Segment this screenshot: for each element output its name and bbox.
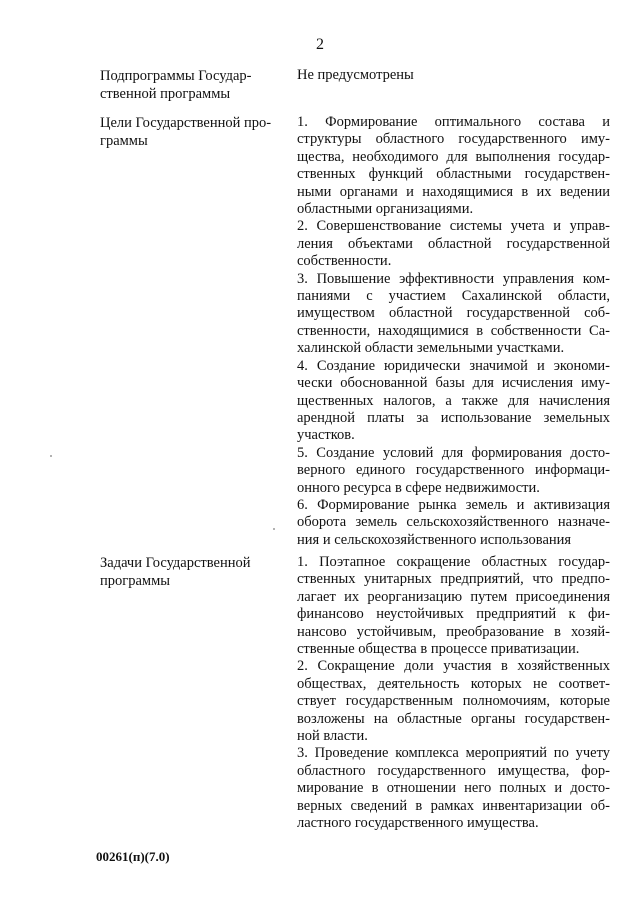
text-line: онного ресурса в сфере недвижимости.: [297, 479, 540, 496]
text-line: ственных унитарных предприятий, что предпо-: [297, 571, 610, 588]
row-label-goals: [100, 114, 272, 150]
text-line: областного государственного имущества, фор-: [297, 762, 610, 779]
text-line: 4. Создание юридически значимой и экономи-: [297, 357, 610, 374]
text-line: 3. Повышение эффективности управления ком-: [297, 270, 610, 287]
text-line: ственные общества в процессе приватизации.: [297, 641, 580, 658]
text-line: 2. Сокращение доли участия в хозяйственных: [297, 658, 610, 675]
row-value-tasks: [297, 554, 610, 833]
text-line: ственных функций областными государствен-: [297, 166, 610, 183]
text-line: областными организациями.: [297, 201, 474, 218]
text-line: щества, необходимого для выполнения государ-: [297, 148, 610, 165]
text-line: ления объектами областной государственной: [297, 235, 610, 252]
text-line: ными органами и находящимися в их ведении: [297, 183, 610, 200]
goal-item: [297, 271, 610, 358]
goal-item: [297, 497, 610, 549]
label-line: граммы: [100, 133, 148, 149]
text-line: собственности.: [297, 253, 392, 270]
document-code: 00261(п)(7.0): [96, 849, 170, 864]
label-line: программы: [100, 573, 170, 589]
task-item: [297, 554, 610, 658]
text-line: 2. Совершенствование системы учета и управ-: [297, 218, 610, 235]
text-line: нансово устойчивым, преобразование в хозяй-: [297, 623, 610, 640]
row-label-subprograms: [100, 67, 272, 103]
goal-item: [297, 218, 610, 270]
scan-speck: [273, 528, 275, 530]
label-line: ственной программы: [100, 86, 231, 102]
text-line: финансово неустойчивых предприятий к фи-: [297, 606, 610, 623]
text-line: оборота земель сельскохозяйственного назначе-: [297, 514, 610, 531]
text-line: лагает их реорганизацию путем присоединения: [297, 588, 610, 605]
goal-item: [297, 445, 610, 497]
label-line: Цели Государственной про-: [100, 115, 272, 131]
text-line: ластного государственного имущества.: [297, 815, 539, 832]
text-line: 6. Формирование рынка земель и активизация: [297, 496, 610, 513]
text-line: ствует государственным полномочиям, которые: [297, 693, 610, 710]
task-item: [297, 658, 610, 745]
page-number: 2: [316, 36, 324, 53]
scan-speck: [50, 455, 52, 457]
text-line: 3. Проведение комплекса мероприятий по учету: [297, 745, 610, 762]
label-line: Задачи Государственной: [100, 555, 251, 571]
row-label-tasks: [100, 554, 272, 590]
text-line: структуры областного государственного иму-: [297, 131, 610, 148]
text-line: щественных налогов, а также для начисления: [297, 392, 610, 409]
text-line: верных сведений в рамках инвентаризации об-: [297, 797, 610, 814]
label-line: Подпрограммы Государ-: [100, 68, 252, 84]
text-line: возложены на областные органы государствен-: [297, 710, 610, 727]
goal-item: [297, 114, 610, 218]
text-line: ной власти.: [297, 728, 368, 745]
text-line: паниями с участием Сахалинской области,: [297, 288, 610, 305]
row-value-subprograms: Не предусмотрены: [297, 67, 414, 83]
text-line: чески обоснованной базы для исчисления иму-: [297, 375, 610, 392]
text-line: участков.: [297, 427, 355, 444]
text-line: 5. Создание условий для формирования досто-: [297, 444, 610, 461]
text-line: 1. Поэтапное сокращение областных государ-: [297, 554, 610, 570]
text-line: 1. Формирование оптимального состава и: [297, 114, 610, 130]
row-value-goals: [297, 114, 610, 549]
text-line: ния и сельскохозяйственного использования: [297, 531, 572, 548]
text-line: халинской области земельными участками.: [297, 340, 565, 357]
text-line: имуществом областной государственной соб-: [297, 305, 610, 322]
text-line: обществах, деятельность которых не соответ-: [297, 675, 610, 692]
text-line: ственности, находящимися в собственности Са-: [297, 322, 610, 339]
goal-item: [297, 358, 610, 445]
text-line: мирование в отношении него полных и досто-: [297, 780, 610, 797]
text-line: арендной платы за использование земельных: [297, 409, 610, 426]
text-line: верного единого государственного информаци-: [297, 462, 610, 479]
task-item: [297, 745, 610, 832]
